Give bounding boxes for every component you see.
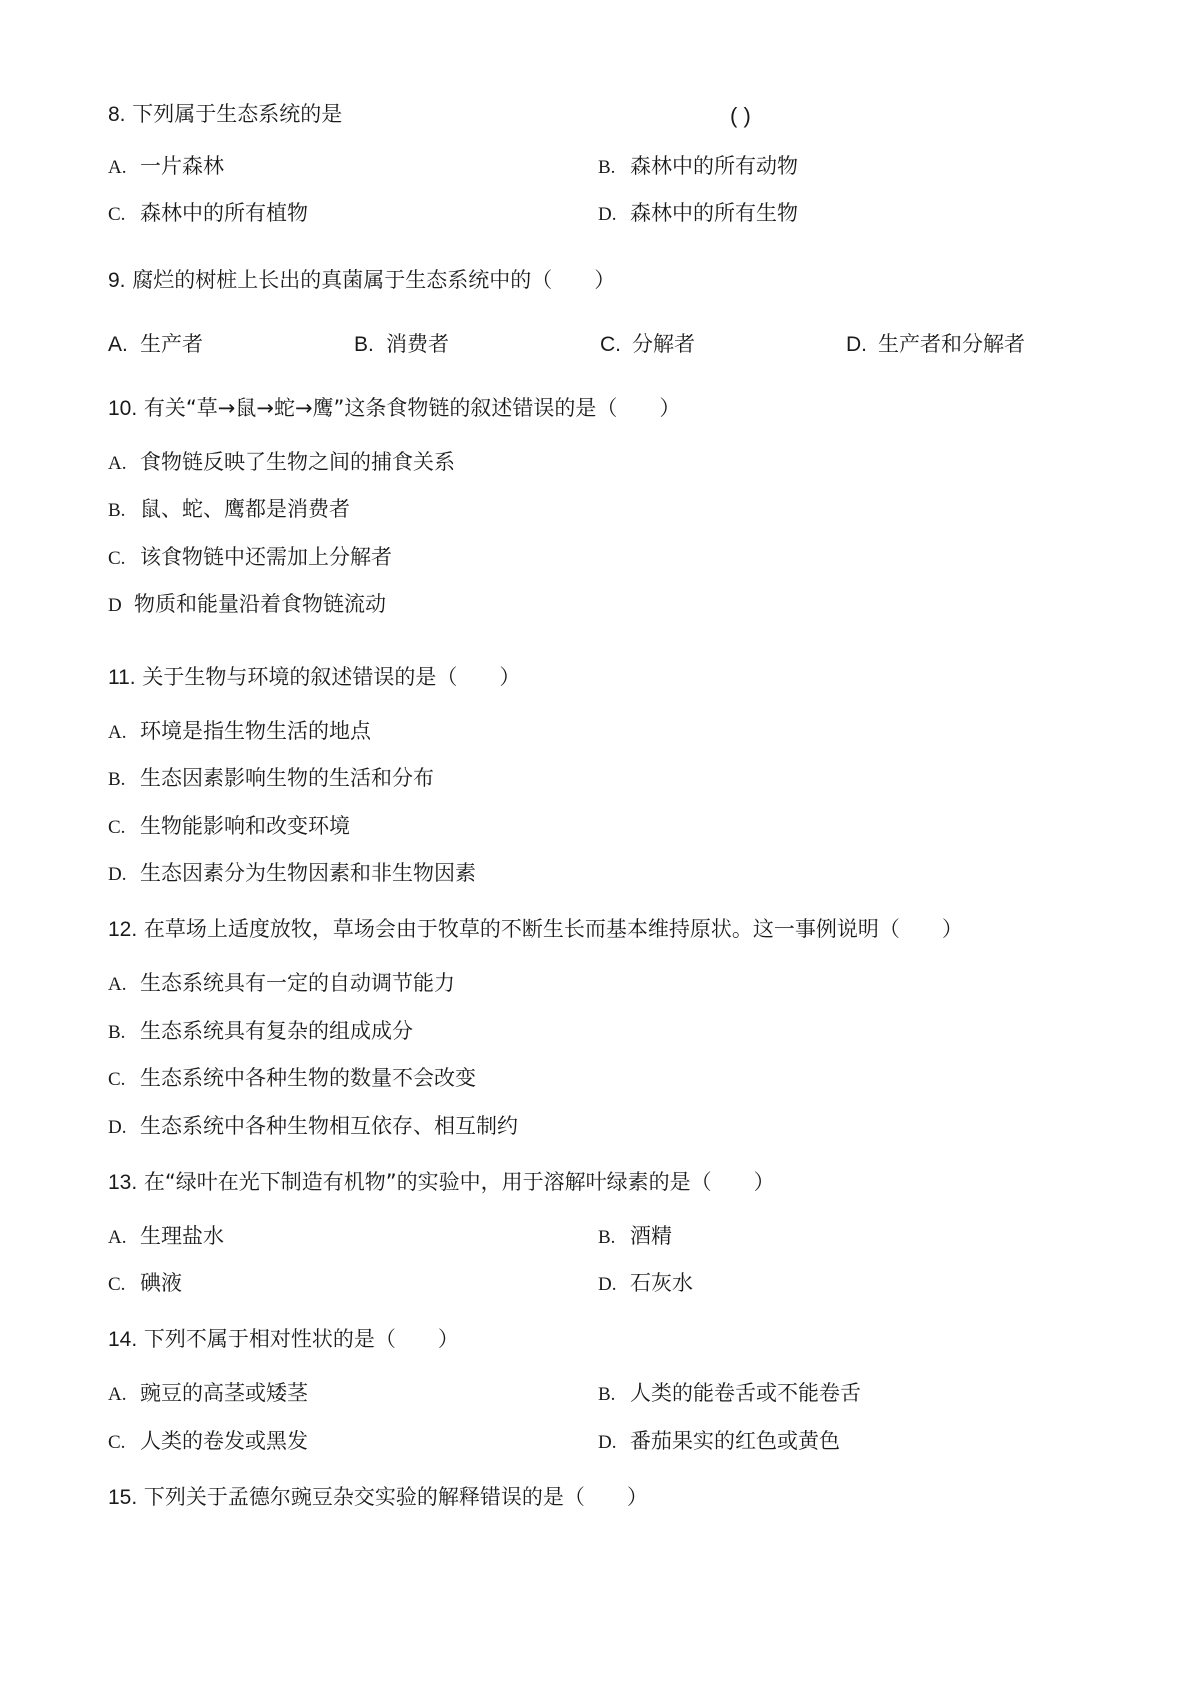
option-text: 分解者 [632,332,695,356]
question-text: 腐烂的树桩上长出的真菌属于生态系统中的（ ） [132,268,616,292]
option-label: A. [108,722,127,743]
question-14-option-b [598,1381,861,1407]
question-number: 9. [108,269,126,292]
question-text: 在“绿叶在光下制造有机物”的实验中，用于溶解叶绿素的是（ ） [143,1170,775,1194]
question-number: 10. [108,397,138,420]
question-8-option-d [598,201,798,227]
option-label: B. [598,1384,616,1405]
option-label: B. [108,769,126,790]
option-text: 环境是指生物生活的地点 [140,719,371,743]
option-label: D [108,595,122,616]
option-text: 森林中的所有动物 [630,154,798,178]
option-label: C. [108,204,126,225]
option-text: 生物能影响和改变环境 [140,814,350,838]
option-label: D. [108,1117,127,1138]
option-text: 生态因素影响生物的生活和分布 [140,766,434,790]
question-11-option-b [108,766,434,792]
question-11-option-c [108,814,350,840]
question-number: 13. [108,1171,138,1194]
question-13-stem [108,1170,775,1195]
question-number: 12. [108,918,138,941]
option-label: D. [598,1274,617,1295]
option-text: 生态系统中各种生物相互依存、相互制约 [140,1114,518,1138]
option-text: 石灰水 [630,1271,693,1295]
question-10-option-b [108,497,350,523]
option-label: C. [108,1069,126,1090]
option-text: 碘液 [140,1271,182,1295]
question-8-stem [108,102,342,127]
option-label: C. [600,333,621,356]
question-11-option-d [108,861,476,887]
question-11-stem [108,665,520,690]
question-12-option-d [108,1114,518,1140]
question-10-stem [108,396,680,421]
option-text: 生产者 [140,332,203,356]
question-text: 有关“草→鼠→蛇→鹰”这条食物链的叙述错误的是（ ） [143,396,681,420]
question-13-option-c [108,1271,182,1297]
question-text: 在草场上适度放牧，草场会由于牧草的不断生长而基本维持原状。这一事例说明（ ） [143,917,963,941]
option-label: D. [846,333,867,356]
option-text: 森林中的所有生物 [630,201,798,225]
option-label: B. [108,1022,126,1043]
question-9-option-b [354,332,449,357]
question-14-option-d [598,1429,840,1455]
option-label: C. [108,548,126,569]
question-9-option-d [846,332,1025,357]
option-text: 一片森林 [140,154,224,178]
option-label: C. [108,1274,126,1295]
option-text: 生态因素分为生物因素和非生物因素 [140,861,476,885]
question-text: 下列不属于相对性状的是（ ） [143,1327,459,1351]
option-label: A. [108,333,128,356]
option-label: C. [108,817,126,838]
option-text: 食物链反映了生物之间的捕食关系 [140,450,455,474]
option-text: 酒精 [630,1224,672,1248]
question-13-option-d [598,1271,693,1297]
question-14-option-a [108,1381,308,1407]
question-15-stem [108,1485,648,1510]
question-9-option-c [600,332,695,357]
option-label: C. [108,1432,126,1453]
question-number: 15. [108,1486,138,1509]
question-8-option-b [598,154,798,180]
option-label: A. [108,453,127,474]
answer-parentheses: ( ) [730,103,751,128]
option-text: 物质和能量沿着食物链流动 [134,592,386,616]
question-12-option-b [108,1019,413,1045]
option-text: 生态系统具有一定的自动调节能力 [140,971,455,995]
option-text: 人类的能卷舌或不能卷舌 [630,1381,861,1405]
question-number: 11. [108,666,136,689]
question-14-option-c [108,1429,308,1455]
option-text: 鼠、蛇、鹰都是消费者 [140,497,350,521]
option-label: D. [598,204,617,225]
option-text: 生理盐水 [140,1224,224,1248]
question-text: 下列关于孟德尔豌豆杂交实验的解释错误的是（ ） [143,1485,648,1509]
option-label: A. [108,1384,127,1405]
question-number: 14. [108,1328,138,1351]
option-label: B. [598,157,616,178]
question-9-option-a [108,332,203,357]
question-11-option-a [108,719,371,745]
option-label: A. [108,157,127,178]
question-13-option-a [108,1224,224,1250]
question-10-option-d [108,592,386,618]
question-13-option-b [598,1224,672,1250]
question-text: 关于生物与环境的叙述错误的是（ ） [142,665,521,689]
question-10-option-a [108,450,455,476]
question-9-stem [108,268,615,293]
question-12-stem [108,917,963,942]
option-text: 番茄果实的红色或黄色 [630,1429,840,1453]
option-text: 人类的卷发或黑发 [140,1429,308,1453]
option-label: B. [108,500,126,521]
question-number: 8. [108,103,126,126]
option-label: B. [598,1227,616,1248]
option-text: 该食物链中还需加上分解者 [140,545,392,569]
option-label: D. [108,864,127,885]
question-10-option-c [108,545,392,571]
option-text: 生态系统具有复杂的组成成分 [140,1019,413,1043]
question-12-option-c [108,1066,476,1092]
option-label: D. [598,1432,617,1453]
question-8-option-a [108,154,224,180]
question-14-stem [108,1327,459,1352]
option-text: 生产者和分解者 [878,332,1025,356]
option-label: B. [354,333,374,356]
option-label: A. [108,974,127,995]
question-8-option-c [108,201,308,227]
question-12-option-a [108,971,455,997]
option-text: 消费者 [386,332,449,356]
question-text: 下列属于生态系统的是 [132,102,343,126]
option-text: 森林中的所有植物 [140,201,308,225]
option-text: 豌豆的高茎或矮茎 [140,1381,308,1405]
option-label: A. [108,1227,127,1248]
option-text: 生态系统中各种生物的数量不会改变 [140,1066,476,1090]
